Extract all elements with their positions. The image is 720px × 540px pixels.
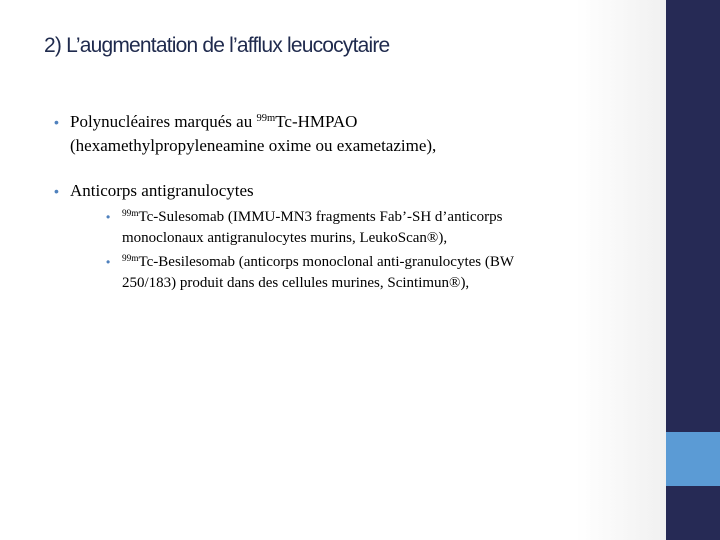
sub-item-text-line1: Tc-Sulesomab (IMMU-MN3 fragments Fab’-SH d’anticorps [138, 209, 503, 225]
item-text: Anticorps antigranulocytes [70, 181, 254, 200]
sub-item-sulesomab [106, 207, 644, 249]
sub-item-text-line1: Tc-Besilesomab (anticorps monoclonal anti-granulocytes (BW [138, 254, 515, 270]
bullet-dot-icon: • [54, 183, 59, 199]
sub-item-besilesomab [106, 252, 644, 294]
item-text-after: Tc-HMPAO [275, 112, 358, 131]
slide-title: 2) L’augmentation de l’afflux leucocytaire [44, 34, 390, 57]
sub-item-text-line2: monoclonaux antigranulocytes murins, LeukoScan®), [122, 230, 448, 246]
isotope-superscript: 99m [122, 253, 139, 264]
item-text-before: Polynucléaires marqués au [70, 112, 257, 131]
bullet-dot-icon: • [106, 210, 111, 224]
sub-item-text-line2: 250/183) produit dans des cellules murines, Scintimun®), [122, 275, 470, 291]
item-text-line2: (hexamethylpropyleneamine oxime ou exametazime), [70, 136, 437, 155]
bullet-item-polynucleaires [54, 110, 644, 158]
bullet-item-anticorps [54, 179, 644, 294]
slide-content [54, 110, 644, 294]
bullet-dot-icon: • [106, 255, 111, 269]
sub-list [70, 207, 644, 294]
isotope-superscript: 99m [122, 208, 139, 219]
sidebar-accent-block [666, 432, 720, 486]
bullet-dot-icon: • [54, 114, 59, 130]
isotope-superscript: 99m [256, 113, 276, 125]
